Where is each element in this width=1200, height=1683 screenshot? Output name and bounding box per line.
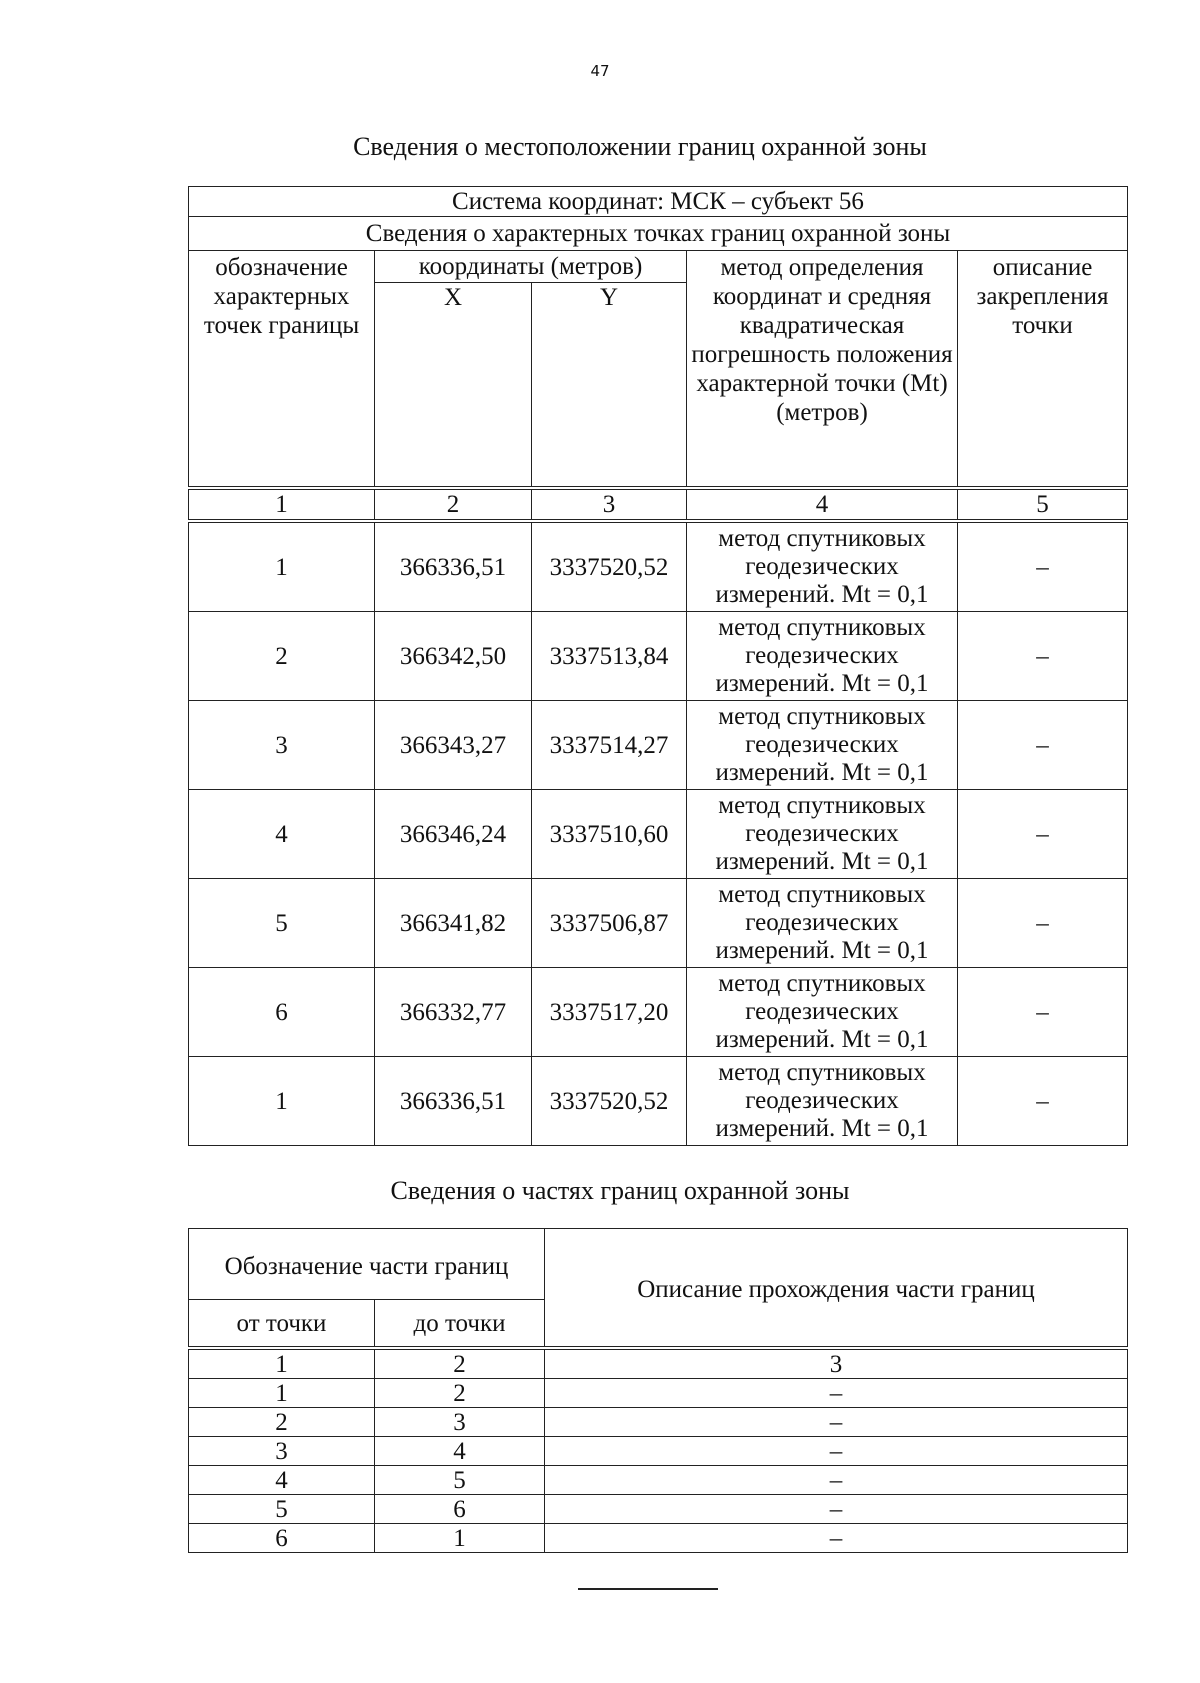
part-description: – <box>545 1524 1128 1553</box>
table-row <box>189 1524 1128 1553</box>
part-description: – <box>545 1495 1128 1524</box>
from-point: 2 <box>189 1408 375 1437</box>
method-line: измерений. Mt = 0,1 <box>715 848 929 875</box>
header-y: Y <box>532 283 687 487</box>
table-row <box>189 1437 1128 1466</box>
header-from-point: от точки <box>189 1300 375 1347</box>
to-point: 2 <box>375 1379 545 1408</box>
method-line: геодезических <box>745 642 899 669</box>
point-id: 5 <box>189 879 375 968</box>
y-coordinate: 3337513,84 <box>532 612 687 701</box>
method-line: измерений. Mt = 0,1 <box>715 670 929 697</box>
method-cell <box>687 612 958 701</box>
point-id: 6 <box>189 968 375 1057</box>
column-number: 2 <box>375 490 532 520</box>
part-description: – <box>545 1466 1128 1495</box>
table-row <box>189 523 1128 612</box>
point-id: 4 <box>189 790 375 879</box>
y-coordinate: 3337517,20 <box>532 968 687 1057</box>
column-number: 3 <box>545 1350 1128 1379</box>
table-row <box>189 1466 1128 1495</box>
table-row <box>189 1057 1128 1146</box>
point-description: – <box>958 523 1128 612</box>
column-number: 1 <box>189 490 375 520</box>
x-coordinate: 366343,27 <box>375 701 532 790</box>
x-coordinate: 366341,82 <box>375 879 532 968</box>
point-id: 1 <box>189 1057 375 1146</box>
x-coordinate: 366346,24 <box>375 790 532 879</box>
page-number: 47 <box>590 62 610 80</box>
to-point: 4 <box>375 1437 545 1466</box>
point-id: 3 <box>189 701 375 790</box>
column-number: 1 <box>189 1350 375 1379</box>
point-description: – <box>958 612 1128 701</box>
y-coordinate: 3337520,52 <box>532 523 687 612</box>
point-id: 2 <box>189 612 375 701</box>
y-coordinate: 3337514,27 <box>532 701 687 790</box>
to-point: 1 <box>375 1524 545 1553</box>
table-row <box>189 1495 1128 1524</box>
bottom-rule <box>578 1588 718 1590</box>
header-to-point: до точки <box>375 1300 545 1347</box>
table-row <box>189 701 1128 790</box>
method-cell <box>687 523 958 612</box>
method-line: геодезических <box>745 909 899 936</box>
y-coordinate: 3337520,52 <box>532 1057 687 1146</box>
from-point: 4 <box>189 1466 375 1495</box>
point-description: – <box>958 790 1128 879</box>
method-line: геодезических <box>745 998 899 1025</box>
method-line: метод спутниковых <box>718 614 926 641</box>
method-line: измерений. Mt = 0,1 <box>715 1026 929 1053</box>
column-number: 4 <box>687 490 958 520</box>
point-description: – <box>958 701 1128 790</box>
part-description: – <box>545 1379 1128 1408</box>
column-number-row <box>189 490 1128 520</box>
method-cell <box>687 1057 958 1146</box>
table-row <box>189 612 1128 701</box>
from-point: 5 <box>189 1495 375 1524</box>
method-cell <box>687 701 958 790</box>
method-line: метод спутниковых <box>718 970 926 997</box>
column-number: 5 <box>958 490 1128 520</box>
method-line: геодезических <box>745 553 899 580</box>
method-line: измерений. Mt = 0,1 <box>715 759 929 786</box>
method-line: геодезических <box>745 731 899 758</box>
to-point: 3 <box>375 1408 545 1437</box>
header-coordinates: координаты (метров) <box>375 251 687 283</box>
x-coordinate: 366336,51 <box>375 523 532 612</box>
x-coordinate: 366332,77 <box>375 968 532 1057</box>
method-line: метод спутниковых <box>718 1059 926 1086</box>
method-line: метод спутниковых <box>718 792 926 819</box>
header-part-description: Описание прохождения части границ <box>545 1229 1128 1347</box>
header-method: метод определения координат и средняя квадратическая погрешность положения характерной точки (Mt) (метров) <box>687 251 958 487</box>
to-point: 6 <box>375 1495 545 1524</box>
from-point: 3 <box>189 1437 375 1466</box>
point-id: 1 <box>189 523 375 612</box>
boundary-parts-table <box>188 1228 1128 1553</box>
method-line: метод спутниковых <box>718 703 926 730</box>
header-designation: обозначение характерных точек границы <box>189 251 375 487</box>
coord-system-cell: Система координат: МСК – субъект 56 <box>189 187 1128 217</box>
y-coordinate: 3337510,60 <box>532 790 687 879</box>
points-section-title: Сведения о местоположении границ охранной зоны <box>353 132 927 161</box>
table-row <box>189 1408 1128 1437</box>
x-coordinate: 366342,50 <box>375 612 532 701</box>
method-line: геодезических <box>745 1087 899 1114</box>
x-coordinate: 366336,51 <box>375 1057 532 1146</box>
method-cell <box>687 968 958 1057</box>
from-point: 6 <box>189 1524 375 1553</box>
method-cell <box>687 790 958 879</box>
part-description: – <box>545 1408 1128 1437</box>
y-coordinate: 3337506,87 <box>532 879 687 968</box>
table-row <box>189 968 1128 1057</box>
point-description: – <box>958 1057 1128 1146</box>
method-line: измерений. Mt = 0,1 <box>715 937 929 964</box>
method-line: геодезических <box>745 820 899 847</box>
from-point: 1 <box>189 1379 375 1408</box>
header-part-designation: Обозначение части границ <box>189 1229 545 1300</box>
header-description: описание закрепления точки <box>958 251 1128 487</box>
table-row <box>189 790 1128 879</box>
point-description: – <box>958 879 1128 968</box>
parts-section-title: Сведения о частях границ охранной зоны <box>390 1176 850 1205</box>
method-line: измерений. Mt = 0,1 <box>715 1115 929 1142</box>
method-line: измерений. Mt = 0,1 <box>715 581 929 608</box>
part-description: – <box>545 1437 1128 1466</box>
boundary-points-table <box>188 186 1128 1146</box>
column-number: 3 <box>532 490 687 520</box>
to-point: 5 <box>375 1466 545 1495</box>
point-description: – <box>958 968 1128 1057</box>
points-table-subtitle: Сведения о характерных точках границ охранной зоны <box>189 217 1128 251</box>
column-number: 2 <box>375 1350 545 1379</box>
table-row <box>189 1379 1128 1408</box>
method-line: метод спутниковых <box>718 525 926 552</box>
column-number-row <box>189 1350 1128 1379</box>
header-x: X <box>375 283 532 487</box>
method-cell <box>687 879 958 968</box>
table-row <box>189 879 1128 968</box>
method-line: метод спутниковых <box>718 881 926 908</box>
